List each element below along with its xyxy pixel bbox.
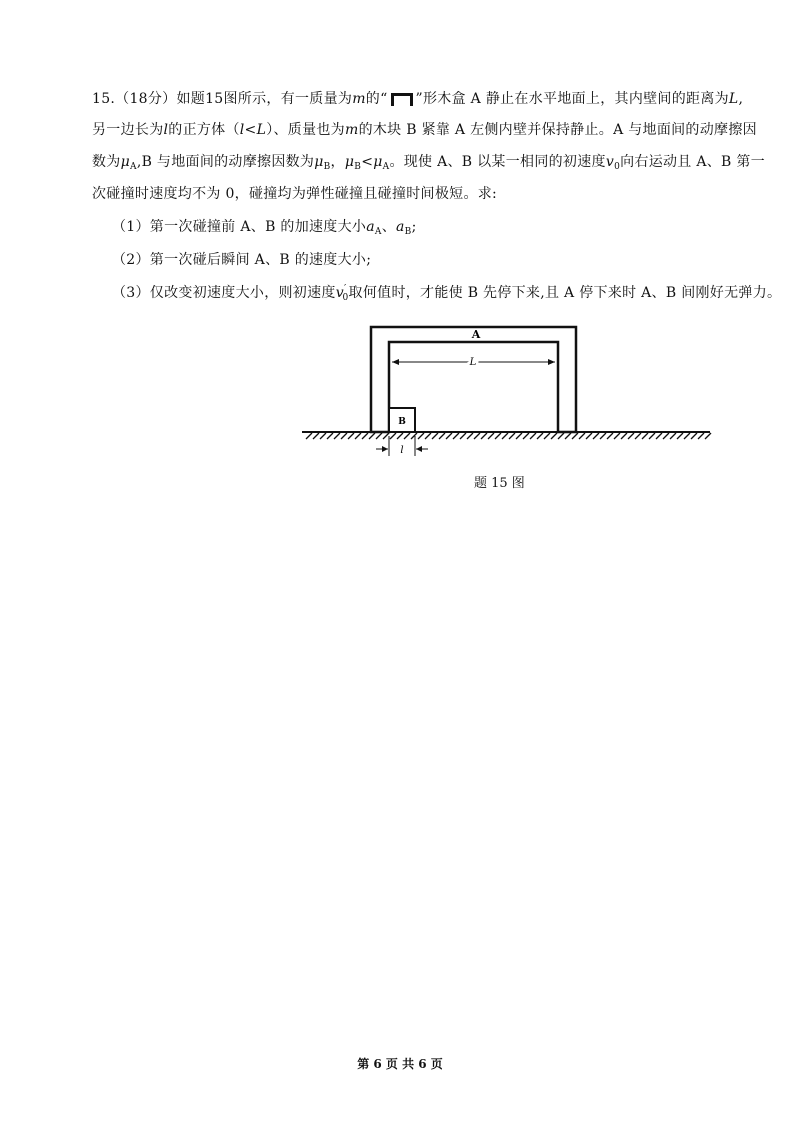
text-segment: ）、质量也为 <box>266 122 345 138</box>
problem-line-4 <box>92 183 497 203</box>
hatch-stroke <box>586 433 592 439</box>
hatch-stroke <box>467 433 473 439</box>
quote-open: 的“ <box>365 91 388 107</box>
velocity-symbol: v <box>335 285 344 301</box>
hatch-stroke <box>530 433 536 439</box>
hatch-stroke <box>670 433 676 439</box>
question-1 <box>112 216 417 237</box>
hatch-stroke <box>635 433 641 439</box>
hatch-stroke <box>523 433 529 439</box>
question-text: 取何值时，才能使 B 先停下来,且 A 停下来时 A、B 间刚好无弹力。 <box>348 285 782 301</box>
ground-hatching <box>306 433 711 439</box>
hatch-stroke <box>425 433 431 439</box>
hatch-stroke <box>684 433 690 439</box>
hatch-stroke <box>460 433 466 439</box>
hatch-stroke <box>502 433 508 439</box>
hatch-stroke <box>334 433 340 439</box>
hatch-stroke <box>453 433 459 439</box>
subscript: A <box>374 227 382 237</box>
subscript: 0 <box>614 162 621 172</box>
hatch-stroke <box>551 433 557 439</box>
hatch-stroke <box>439 433 445 439</box>
label-l-lower: l <box>400 445 404 456</box>
hatch-stroke <box>446 433 452 439</box>
hatch-stroke <box>698 433 704 439</box>
hatch-stroke <box>558 433 564 439</box>
hatch-stroke <box>404 433 410 439</box>
hatch-stroke <box>544 433 550 439</box>
subscript: B <box>354 162 362 172</box>
hatch-stroke <box>509 433 515 439</box>
text-segment: 另一边长为 <box>92 122 164 138</box>
hatch-stroke <box>411 433 417 439</box>
hatch-stroke <box>516 433 522 439</box>
hatch-stroke <box>600 433 606 439</box>
hatch-stroke <box>607 433 613 439</box>
label-b: B <box>398 417 406 427</box>
condition-expression: l<L <box>239 122 267 138</box>
hatch-stroke <box>565 433 571 439</box>
hatch-stroke <box>656 433 662 439</box>
hatch-stroke <box>341 433 347 439</box>
figure-diagram <box>296 322 716 462</box>
accel-symbol: a <box>366 219 375 235</box>
text-segment: 数为 <box>92 154 121 170</box>
box-shape-icon <box>389 92 415 106</box>
mass-symbol: m <box>352 91 366 107</box>
hatch-stroke <box>355 433 361 439</box>
hatch-stroke <box>390 433 396 439</box>
hatch-stroke <box>432 433 438 439</box>
subscript: 0 <box>342 293 349 303</box>
problem-line-1 <box>92 88 743 108</box>
hatch-stroke <box>481 433 487 439</box>
mu-symbol: μ <box>344 154 355 170</box>
hatch-stroke <box>691 433 697 439</box>
hatch-stroke <box>327 433 333 439</box>
text-segment: ,B 与地面间的动摩擦因数为 <box>136 154 315 170</box>
comma: , <box>738 91 744 107</box>
hatch-stroke <box>474 433 480 439</box>
hatch-stroke <box>642 433 648 439</box>
hatch-stroke <box>488 433 494 439</box>
length-L-symbol: L <box>728 91 739 107</box>
text-segment: 的木块 B 紧靠 A 左侧内壁并保持静止。A 与地面间的动摩擦因 <box>358 122 757 138</box>
hatch-stroke <box>677 433 683 439</box>
subscript: A <box>382 162 390 172</box>
hatch-stroke <box>579 433 585 439</box>
subscript: A <box>130 162 137 172</box>
accel-symbol: a <box>396 219 405 235</box>
subscript: B <box>404 227 412 237</box>
problem-line-2 <box>92 119 757 139</box>
hatch-stroke <box>705 433 711 439</box>
velocity-symbol: v <box>605 154 615 170</box>
label-l-upper: L <box>469 357 477 368</box>
hatch-stroke <box>369 433 375 439</box>
question-text: （1）第一次碰撞前 A、B 的加速度大小 <box>112 219 367 235</box>
box-description: ”形木盒 A 静止在水平地面上，其内壁间的距离为 <box>415 91 729 107</box>
question-text: （2）第一次碰后瞬间 A、B 的速度大小; <box>112 252 372 268</box>
hatch-stroke <box>362 433 368 439</box>
hatch-stroke <box>593 433 599 439</box>
hatch-stroke <box>418 433 424 439</box>
subscript: B <box>323 162 331 172</box>
text-segment: 。现使 A、B 以某一相同的初速度 <box>389 154 606 170</box>
question-2 <box>112 249 371 269</box>
hatch-stroke <box>628 433 634 439</box>
less-than: < <box>361 154 374 170</box>
hatch-stroke <box>306 433 312 439</box>
hatch-stroke <box>383 433 389 439</box>
hatch-stroke <box>572 433 578 439</box>
hatch-stroke <box>537 433 543 439</box>
mu-symbol: μ <box>314 154 324 170</box>
text-segment: ， <box>330 154 345 170</box>
hatch-stroke <box>614 433 620 439</box>
hatch-stroke <box>621 433 627 439</box>
hatch-stroke <box>348 433 354 439</box>
problem-figure <box>296 322 716 462</box>
punct: ; <box>411 219 417 235</box>
hatch-stroke <box>376 433 382 439</box>
question-text: （3）仅改变初速度大小，则初速度 <box>112 285 336 301</box>
figure-caption: 题 15 图 <box>474 476 525 491</box>
hatch-stroke <box>649 433 655 439</box>
text-segment: 次碰撞时速度均不为 0，碰撞均为弹性碰撞且碰撞时间极短。求: <box>92 186 498 202</box>
hatch-stroke <box>320 433 326 439</box>
prime: ′ <box>343 283 347 295</box>
length-l-symbol: l <box>163 122 169 138</box>
page-footer: 第 6 页 共 6 页 <box>357 1057 443 1071</box>
mu-symbol: μ <box>120 154 131 170</box>
separator: 、 <box>381 219 396 235</box>
question-3 <box>112 282 781 303</box>
text-segment: 的正方体（ <box>168 122 240 138</box>
text-segment: 向右运动且 A、B 第一 <box>620 154 765 170</box>
problem-header: 15.（18分）如题15图所示，有一质量为 <box>92 91 353 107</box>
problem-line-3 <box>92 151 765 172</box>
hatch-stroke <box>495 433 501 439</box>
hatch-stroke <box>663 433 669 439</box>
hatch-stroke <box>397 433 403 439</box>
mu-symbol: μ <box>373 154 383 170</box>
label-a: A <box>471 328 481 341</box>
mass-symbol: m <box>345 122 359 138</box>
hatch-stroke <box>313 433 319 439</box>
